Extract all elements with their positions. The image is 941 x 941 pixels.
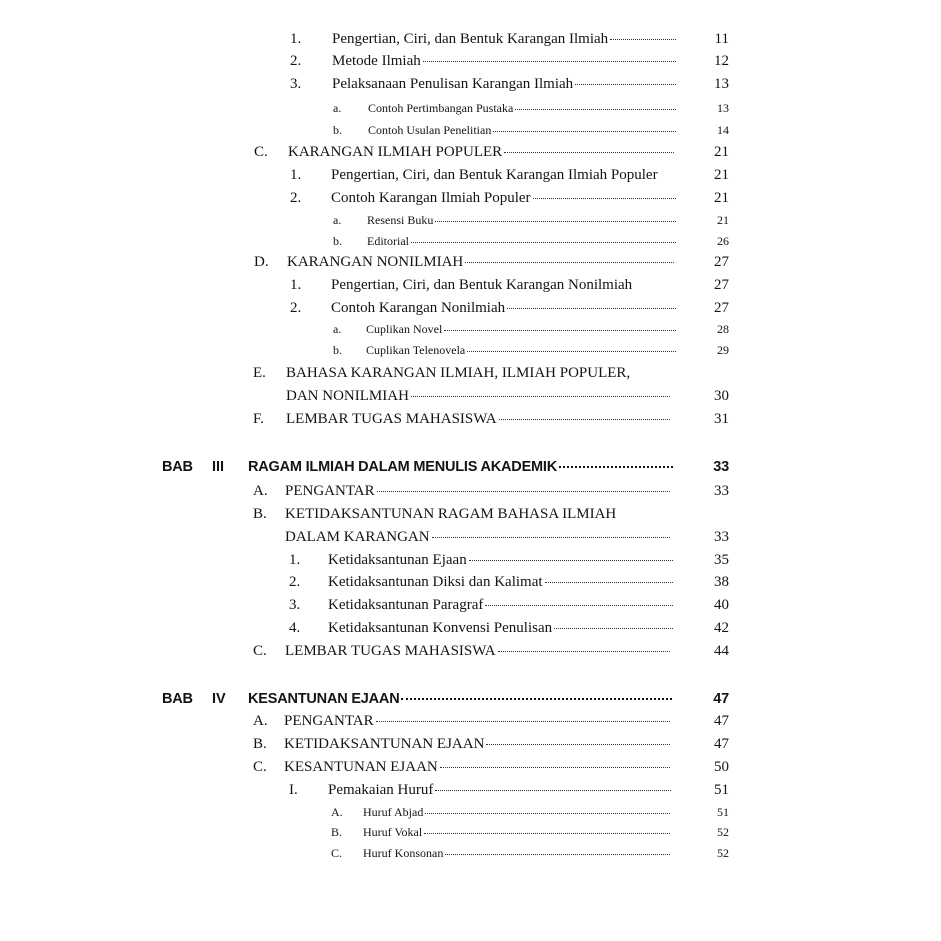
entry-title — [328, 549, 673, 571]
page-number: 52 — [717, 846, 729, 860]
entry-title — [331, 274, 675, 296]
chapter-number: III — [212, 459, 225, 475]
toc-entry-row — [0, 733, 941, 755]
entry-title — [284, 733, 670, 755]
dot-leader — [445, 853, 670, 855]
dot-leader — [545, 581, 673, 583]
toc-entry-row — [0, 251, 941, 273]
entry-title — [363, 842, 670, 864]
entry-title — [367, 230, 676, 252]
entry-marker: a. — [333, 322, 342, 336]
entry-text: Pengertian, Ciri, dan Bentuk Karangan Ilmiah — [332, 31, 609, 47]
toc-entry-row — [0, 710, 941, 732]
page-number: 21 — [714, 144, 729, 160]
dot-leader — [465, 261, 674, 263]
dot-leader — [515, 108, 676, 110]
page-number: 47 — [714, 713, 729, 729]
toc-entry-row — [0, 842, 941, 864]
toc-entry-row — [0, 617, 941, 639]
entry-marker: b. — [333, 123, 342, 137]
entry-title — [363, 821, 670, 843]
toc-entry-row — [0, 756, 941, 778]
entry-text: Contoh Karangan Nonilmiah — [331, 300, 506, 316]
entry-text: DALAM KARANGAN — [285, 529, 430, 545]
dot-leader — [377, 490, 670, 492]
page-number: 51 — [714, 782, 729, 798]
page-number: 44 — [714, 643, 729, 659]
page-number: 35 — [714, 552, 729, 568]
entry-title — [328, 779, 671, 801]
entry-marker: 4. — [289, 620, 301, 636]
entry-marker: 2. — [290, 53, 302, 69]
entry-marker: C. — [253, 759, 267, 775]
entry-title — [331, 297, 676, 319]
entry-marker: D. — [254, 254, 269, 270]
entry-text: Huruf Konsonan — [363, 846, 444, 860]
toc-entry-row — [0, 821, 941, 843]
toc-entry-row — [0, 571, 941, 593]
entry-title — [328, 594, 673, 616]
dot-leader — [499, 418, 670, 420]
toc-entry-row — [0, 119, 941, 141]
entry-text: PENGANTAR — [284, 713, 374, 729]
entry-text: Ketidaksantunan Ejaan — [328, 552, 467, 568]
dot-leader — [435, 220, 676, 222]
toc-entry-row — [0, 97, 941, 119]
page-number: 31 — [714, 411, 729, 427]
toc-chapter-row — [0, 456, 941, 478]
page-number: 47 — [714, 736, 729, 752]
page-number: 12 — [714, 53, 729, 69]
entry-title — [328, 617, 673, 639]
page-number: 51 — [717, 805, 729, 819]
chapter-number: IV — [212, 691, 226, 707]
toc-entry-row — [0, 141, 941, 163]
dot-leader — [559, 465, 673, 468]
entry-marker: 1. — [289, 552, 301, 568]
toc-entry-row — [0, 480, 941, 502]
page-number: 52 — [717, 825, 729, 839]
chapter-title — [248, 688, 672, 710]
entry-text: Editorial — [367, 234, 409, 248]
dot-leader — [504, 151, 674, 153]
entry-title — [286, 362, 670, 384]
page-number: 27 — [714, 277, 729, 293]
entry-text: Cuplikan Telenovela — [366, 343, 466, 357]
dot-leader — [507, 307, 676, 309]
dot-leader — [554, 627, 673, 629]
entry-text: RAGAM ILMIAH DALAM MENULIS AKADEMIK — [248, 459, 558, 475]
entry-title — [285, 640, 670, 662]
toc-chapter-row — [0, 688, 941, 710]
entry-marker: 2. — [290, 190, 302, 206]
toc-entry-row — [0, 28, 941, 50]
entry-title — [285, 526, 670, 548]
entry-text: Pengertian, Ciri, dan Bentuk Karangan Ilmiah Populer — [331, 167, 658, 183]
entry-text: Huruf Vokal — [363, 825, 423, 839]
toc-entry-row — [0, 50, 941, 72]
page-number: 38 — [714, 574, 729, 590]
dot-leader — [411, 395, 670, 397]
entry-marker: A. — [253, 713, 268, 729]
page-number: 21 — [714, 190, 729, 206]
page-number: 50 — [714, 759, 729, 775]
entry-text: Huruf Abjad — [363, 805, 424, 819]
entry-text: Ketidaksantunan Paragraf — [328, 597, 484, 613]
toc-entry-row — [0, 274, 941, 296]
page-number: 14 — [717, 123, 729, 137]
entry-text: KESANTUNAN EJAAN — [248, 691, 400, 707]
toc-entry-row — [0, 73, 941, 95]
dot-leader — [493, 130, 676, 132]
entry-title — [287, 251, 674, 273]
entry-text: KARANGAN ILMIAH POPULER — [288, 144, 503, 160]
entry-text: KETIDAKSANTUNAN EJAAN — [284, 736, 485, 752]
entry-marker: A. — [253, 483, 268, 499]
entry-title — [328, 571, 673, 593]
entry-text: DAN NONILMIAH — [286, 388, 409, 404]
dot-leader — [486, 743, 670, 745]
dot-leader — [423, 60, 676, 62]
toc-entry-row — [0, 779, 941, 801]
entry-title — [284, 710, 670, 732]
toc-entry-row — [0, 640, 941, 662]
entry-marker: F. — [253, 411, 264, 427]
page-number: 13 — [714, 76, 729, 92]
page-number: 29 — [717, 343, 729, 357]
chapter-label: BAB — [162, 459, 193, 475]
dot-leader — [440, 766, 670, 768]
toc-entry-row — [0, 164, 941, 186]
entry-marker: C. — [331, 846, 343, 860]
entry-text: Pengertian, Ciri, dan Bentuk Karangan Nonilmiah — [331, 277, 633, 293]
entry-marker: b. — [333, 343, 342, 357]
dot-leader — [424, 832, 670, 834]
page-number: 40 — [714, 597, 729, 613]
entry-marker: E. — [253, 365, 266, 381]
toc-entry-row — [0, 801, 941, 823]
toc-entry-row — [0, 408, 941, 430]
entry-text: KARANGAN NONILMIAH — [287, 254, 464, 270]
dot-leader — [575, 83, 676, 85]
entry-text: Pemakaian Huruf — [328, 782, 434, 798]
dot-leader — [485, 604, 673, 606]
dot-leader — [469, 559, 673, 561]
entry-text: LEMBAR TUGAS MAHASISWA — [285, 643, 496, 659]
entry-title — [366, 339, 676, 361]
toc-entry-row — [0, 187, 941, 209]
dot-leader — [498, 650, 670, 652]
entry-marker: 3. — [289, 597, 301, 613]
entry-title — [284, 756, 670, 778]
entry-marker: 2. — [289, 574, 301, 590]
entry-text: BAHASA KARANGAN ILMIAH, ILMIAH POPULER, — [286, 365, 631, 381]
entry-text: KESANTUNAN EJAAN — [284, 759, 438, 775]
toc-entry-row — [0, 230, 941, 252]
entry-marker: C. — [253, 643, 267, 659]
page-number: 27 — [714, 300, 729, 316]
entry-marker: B. — [253, 736, 267, 752]
entry-marker: 3. — [290, 76, 302, 92]
toc-entry-row — [0, 297, 941, 319]
dot-leader — [425, 812, 670, 814]
dot-leader — [411, 241, 676, 243]
entry-marker: 2. — [290, 300, 302, 316]
page-number: 26 — [717, 234, 729, 248]
dot-leader — [432, 536, 670, 538]
toc-entry-row — [0, 526, 941, 548]
entry-text: Ketidaksantunan Diksi dan Kalimat — [328, 574, 543, 590]
page-number: 33 — [713, 459, 729, 475]
entry-text: Contoh Karangan Ilmiah Populer — [331, 190, 531, 206]
entry-marker: B. — [253, 506, 267, 522]
entry-title — [367, 209, 676, 231]
entry-title — [332, 50, 676, 72]
dot-leader — [610, 38, 676, 40]
entry-text: LEMBAR TUGAS MAHASISWA — [286, 411, 497, 427]
dot-leader — [444, 329, 676, 331]
entry-text: Cuplikan Novel — [366, 322, 443, 336]
entry-title — [285, 480, 670, 502]
toc-entry-row — [0, 209, 941, 231]
entry-text: Contoh Pertimbangan Pustaka — [368, 101, 514, 115]
dot-leader — [533, 197, 676, 199]
page-number: 33 — [714, 529, 729, 545]
entry-text: Pelaksanaan Penulisan Karangan Ilmiah — [332, 76, 574, 92]
page-number: 30 — [714, 388, 729, 404]
entry-text: Ketidaksantunan Konvensi Penulisan — [328, 620, 553, 636]
toc-entry-row — [0, 339, 941, 361]
entry-title — [285, 503, 670, 525]
toc-entry-row — [0, 362, 941, 384]
entry-title — [286, 385, 670, 407]
dot-leader — [435, 789, 671, 791]
entry-title — [332, 73, 676, 95]
toc-entry-row — [0, 594, 941, 616]
page-number: 42 — [714, 620, 729, 636]
entry-marker: C. — [254, 144, 268, 160]
entry-text: Metode Ilmiah — [332, 53, 421, 69]
entry-marker: 1. — [290, 277, 302, 293]
dot-leader — [467, 350, 676, 352]
entry-title — [368, 97, 676, 119]
entry-title — [366, 318, 676, 340]
entry-title — [332, 28, 676, 50]
entry-title — [286, 408, 670, 430]
entry-title — [368, 119, 676, 141]
toc-entry-row — [0, 385, 941, 407]
page-number: 11 — [714, 31, 729, 47]
entry-title — [331, 164, 680, 186]
dot-leader — [376, 720, 670, 722]
chapter-label: BAB — [162, 691, 193, 707]
entry-marker: a. — [333, 101, 342, 115]
entry-text: KETIDAKSANTUNAN RAGAM BAHASA ILMIAH — [285, 506, 617, 522]
entry-text: PENGANTAR — [285, 483, 375, 499]
page-number: 21 — [714, 167, 729, 183]
page-number: 13 — [717, 101, 729, 115]
toc-entry-row — [0, 549, 941, 571]
entry-marker: b. — [333, 234, 342, 248]
page-number: 33 — [714, 483, 729, 499]
entry-text: Resensi Buku — [367, 213, 434, 227]
entry-marker: 1. — [290, 31, 302, 47]
toc-entry-row — [0, 503, 941, 525]
page-number: 21 — [717, 213, 729, 227]
entry-marker: 1. — [290, 167, 302, 183]
page-number: 28 — [717, 322, 729, 336]
entry-title — [363, 801, 670, 823]
entry-marker: a. — [333, 213, 342, 227]
page-number: 27 — [714, 254, 729, 270]
page-number: 47 — [713, 691, 729, 707]
toc-entry-row — [0, 318, 941, 340]
entry-marker: B. — [331, 825, 343, 839]
entry-title — [288, 141, 674, 163]
chapter-title — [248, 456, 673, 478]
entry-marker: A. — [331, 805, 343, 819]
entry-marker: I. — [289, 782, 298, 798]
dot-leader — [401, 697, 672, 700]
entry-text: Contoh Usulan Penelitian — [368, 123, 492, 137]
entry-title — [331, 187, 676, 209]
